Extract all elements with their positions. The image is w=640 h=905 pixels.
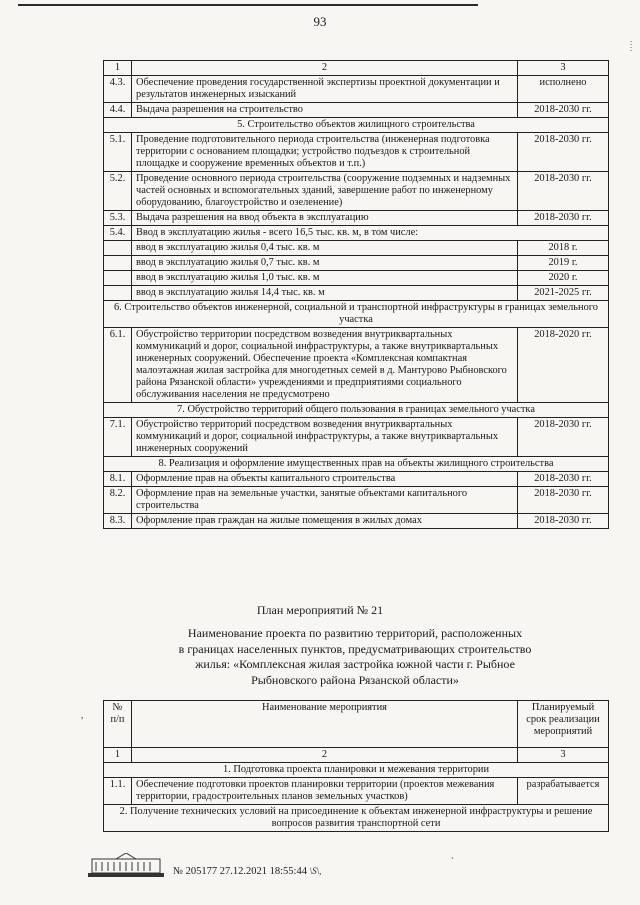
section-row bbox=[104, 118, 609, 133]
row-activity: ввод в эксплуатацию жилья 0,7 тыс. кв. м bbox=[132, 256, 518, 271]
row-activity: Оформление прав на объекты капитального строительства bbox=[132, 472, 518, 487]
row-term: 2018-2030 гг. bbox=[518, 103, 609, 118]
row-number: 4.4. bbox=[104, 103, 132, 118]
row-number: 4.3. bbox=[104, 76, 132, 103]
row-term: 2018-2030 гг. bbox=[518, 133, 609, 172]
section-title: 1. Подготовка проекта планировки и межевания территории bbox=[104, 763, 609, 778]
project-name-line: Рыбновского района Рязанской области» bbox=[251, 672, 459, 687]
project-name-line: Наименование проекта по развитию территорий, расположенных bbox=[187, 626, 523, 640]
project-name bbox=[100, 626, 610, 688]
section-title: 2. Получение технических условий на присоединение к объектам инженерной инфраструктуры и решение вопросов развития транспортной сети bbox=[104, 805, 609, 832]
table-row bbox=[104, 514, 609, 529]
row-term: 2018-2030 гг. bbox=[518, 211, 609, 226]
section-row bbox=[104, 301, 609, 328]
document-code bbox=[173, 866, 321, 877]
signature-mark: \S\, bbox=[309, 866, 322, 876]
table-row bbox=[104, 472, 609, 487]
row-number-empty bbox=[104, 241, 132, 256]
row-number: 7.1. bbox=[104, 418, 132, 457]
row-number-empty bbox=[104, 286, 132, 301]
row-term: 2018-2030 гг. bbox=[518, 418, 609, 457]
row-term: 2018-2030 гг. bbox=[518, 172, 609, 211]
col-head-name: Наименование мероприятия bbox=[132, 701, 518, 748]
row-term: 2018-2030 гг. bbox=[518, 472, 609, 487]
page-number: 93 bbox=[313, 14, 327, 29]
section-title: 5. Строительство объектов жилищного строительства bbox=[104, 118, 609, 133]
table-row bbox=[104, 226, 609, 241]
col-head-num: № п/п bbox=[104, 701, 132, 748]
section-title: 7. Обустройство территорий общего пользования в границах земельного участка bbox=[104, 403, 609, 418]
row-term: 2021-2025 гг. bbox=[518, 286, 609, 301]
table-num-row bbox=[104, 61, 609, 76]
section-row bbox=[104, 403, 609, 418]
table-row bbox=[104, 133, 609, 172]
row-activity: ввод в эксплуатацию жилья 0,4 тыс. кв. м bbox=[132, 241, 518, 256]
row-term: 2018 г. bbox=[518, 241, 609, 256]
row-activity: Обеспечение подготовки проектов планировки территории (проектов межевания территории, градостроительных планов земельных участков) bbox=[132, 778, 518, 805]
margin-mark: ` bbox=[451, 856, 454, 866]
row-number-empty bbox=[104, 271, 132, 286]
row-term: 2018-2030 гг. bbox=[518, 514, 609, 529]
table-subrow bbox=[104, 271, 609, 286]
row-term: 2020 г. bbox=[518, 271, 609, 286]
edge-mark: ···· bbox=[626, 40, 636, 52]
table-num-row bbox=[104, 748, 609, 763]
table-head-row bbox=[104, 701, 609, 748]
col-head-term: Планируемый срок реализации мероприятий bbox=[518, 701, 609, 748]
footer-code-text: № 205177 27.12.2021 18:55:44 bbox=[173, 866, 307, 877]
table-row bbox=[104, 76, 609, 103]
section-row bbox=[104, 763, 609, 778]
footer bbox=[86, 853, 386, 883]
row-activity: Обустройство территорий посредством возведения внутриквартальных коммуникаций и дорог, социальной инфраструктуры, а также внутриквартальных инженерных сооружений bbox=[132, 418, 518, 457]
col-num-1: 1 bbox=[104, 748, 132, 763]
section-row bbox=[104, 457, 609, 472]
margin-mark: , bbox=[81, 710, 84, 720]
row-activity: Обустройство территории посредством возведения внутриквартальных коммуникаций и дорог, социальной инфраструктуры, а также внутриквартальных инженерных сооружений. Обеспечение проекта «Комплексная компактная малоэтажная жилая застройка для многодетных семей в д. Мантурово Рыбновского района Рязанской области» учреждениями и предприятиями социального обслуживания населения не предусмотрено bbox=[132, 328, 518, 403]
row-activity: Ввод в эксплуатацию жилья - всего 16,5 тыс. кв. м, в том числе: bbox=[132, 226, 609, 241]
row-activity: ввод в эксплуатацию жилья 14,4 тыс. кв. м bbox=[132, 286, 518, 301]
row-activity: Выдача разрешения на ввод объекта в эксплуатацию bbox=[132, 211, 518, 226]
row-activity: Обеспечение проведения государственной экспертизы проектной документации и результатов инженерных изысканий bbox=[132, 76, 518, 103]
table-subrow bbox=[104, 256, 609, 271]
plan-21-table-body bbox=[104, 701, 609, 832]
row-term: 2019 г. bbox=[518, 256, 609, 271]
row-term: 2018-2030 гг. bbox=[518, 487, 609, 514]
row-activity: Выдача разрешения на строительство bbox=[132, 103, 518, 118]
table-row bbox=[104, 328, 609, 403]
section-title: 8. Реализация и оформление имущественных прав на объекты жилищного строительства bbox=[104, 457, 609, 472]
table-row bbox=[104, 172, 609, 211]
top-rule bbox=[18, 4, 478, 6]
row-number: 8.2. bbox=[104, 487, 132, 514]
activities-table-continued bbox=[103, 60, 609, 529]
plan-21-table bbox=[103, 700, 609, 832]
col-num-3: 3 bbox=[518, 61, 609, 76]
row-activity: Оформление прав на земельные участки, занятые объектами капитального строительства bbox=[132, 487, 518, 514]
row-number: 5.1. bbox=[104, 133, 132, 172]
row-number-empty bbox=[104, 256, 132, 271]
plan-title: План мероприятий № 21 bbox=[256, 603, 384, 617]
table-row bbox=[104, 418, 609, 457]
project-name-line: жилья: «Комплексная жилая застройка южной части г. Рыбное bbox=[195, 657, 515, 671]
section-title: 6. Строительство объектов инженерной, социальной и транспортной инфраструктуры в границах земельного участка bbox=[104, 301, 609, 328]
row-activity: Оформление прав граждан на жилые помещения в жилых домах bbox=[132, 514, 518, 529]
table-subrow bbox=[104, 286, 609, 301]
table-row bbox=[104, 487, 609, 514]
row-number: 5.3. bbox=[104, 211, 132, 226]
activities-table-body bbox=[104, 61, 609, 529]
table-subrow bbox=[104, 241, 609, 256]
section-row bbox=[104, 805, 609, 832]
row-number: 8.1. bbox=[104, 472, 132, 487]
table-row bbox=[104, 211, 609, 226]
row-number: 1.1. bbox=[104, 778, 132, 805]
row-number: 6.1. bbox=[104, 328, 132, 403]
row-activity: Проведение основного периода строительства (сооружение подземных и надземных частей основных и вспомогательных зданий, завершение работ по инженерному оборудованию, благоустройство и озеленение) bbox=[132, 172, 518, 211]
row-term: 2018-2020 гг. bbox=[518, 328, 609, 403]
stamp-icon bbox=[86, 853, 166, 879]
table-row bbox=[104, 778, 609, 805]
col-num-1: 1 bbox=[104, 61, 132, 76]
project-name-line: в границах населенных пунктов, предусматривающих строительство bbox=[178, 641, 532, 656]
col-num-2: 2 bbox=[132, 61, 518, 76]
col-num-2: 2 bbox=[132, 748, 518, 763]
table-row bbox=[104, 103, 609, 118]
col-num-3: 3 bbox=[518, 748, 609, 763]
row-term: разрабатывается bbox=[518, 778, 609, 805]
row-activity: ввод в эксплуатацию жилья 1,0 тыс. кв. м bbox=[132, 271, 518, 286]
row-number: 5.4. bbox=[104, 226, 132, 241]
row-term: исполнено bbox=[518, 76, 609, 103]
row-number: 8.3. bbox=[104, 514, 132, 529]
row-number: 5.2. bbox=[104, 172, 132, 211]
row-activity: Проведение подготовительного периода строительства (инженерная подготовка территории с основанием площадки; устройство подъездов к строительной площадке и сооружение временных объектов и т.п.) bbox=[132, 133, 518, 172]
